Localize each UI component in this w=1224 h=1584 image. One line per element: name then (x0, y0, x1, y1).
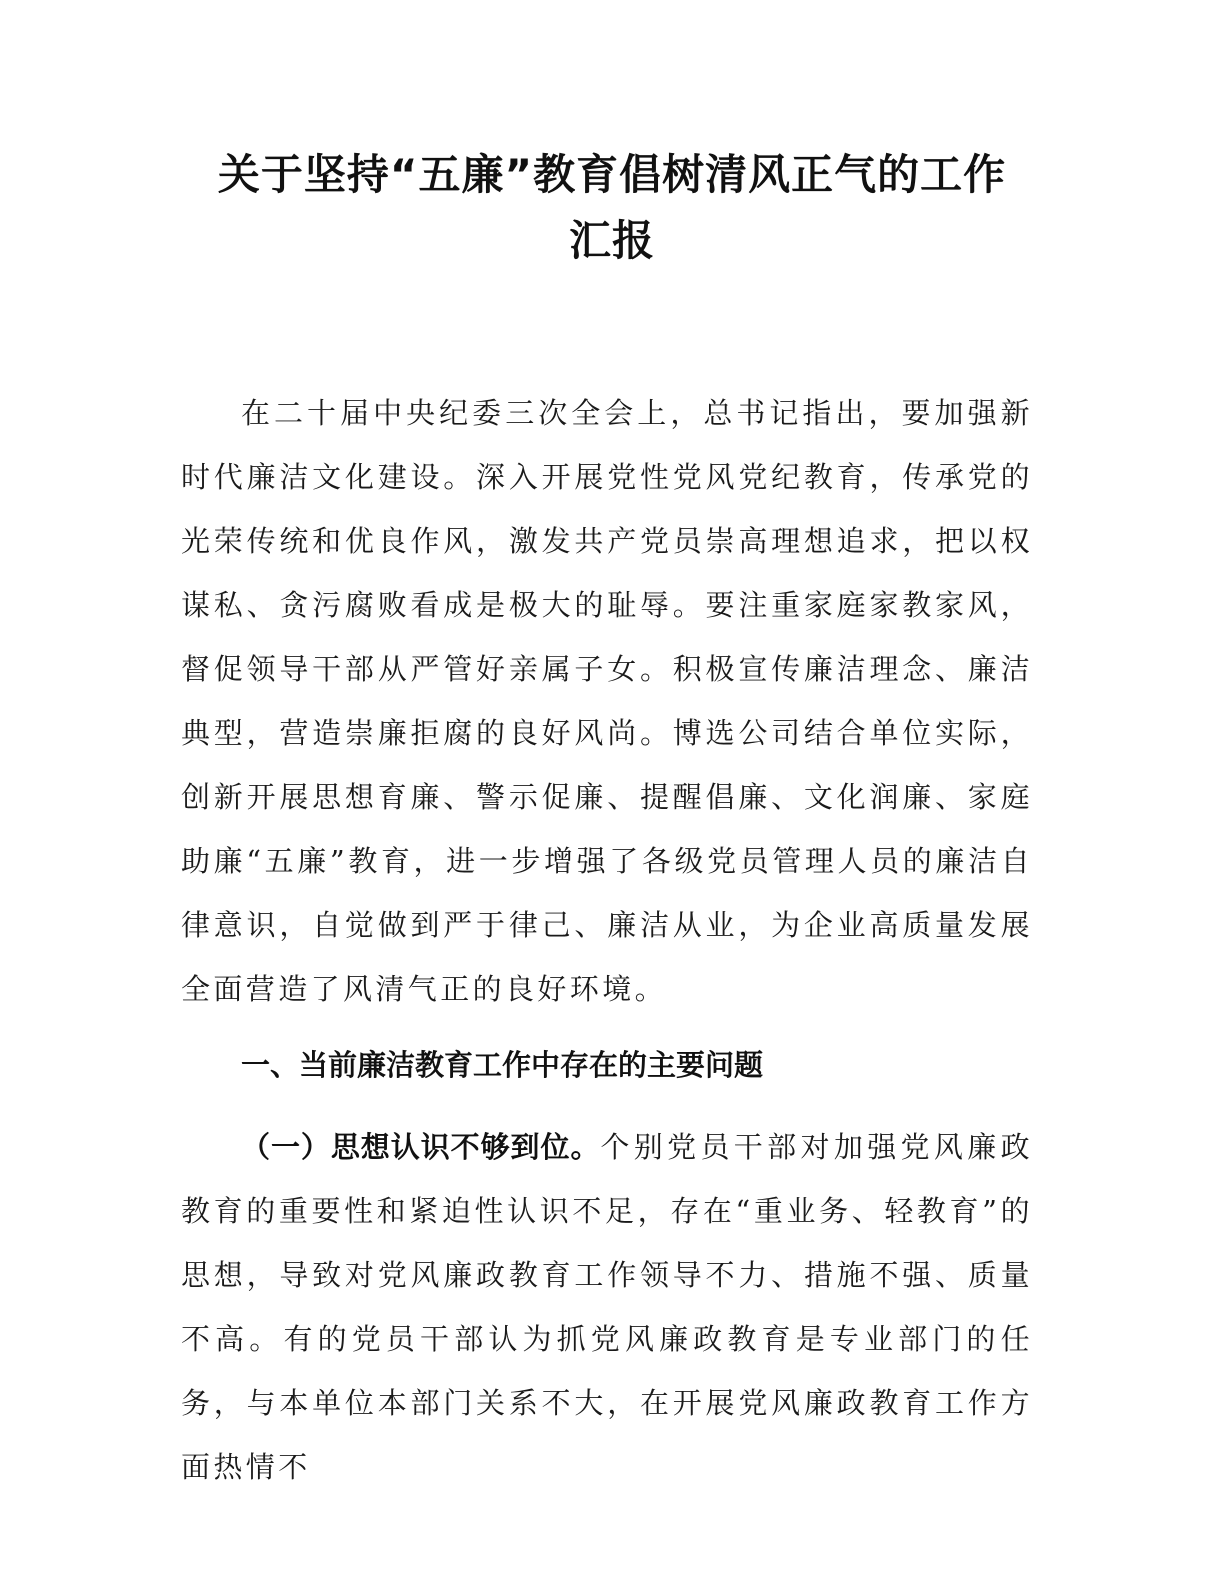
document-title (150, 142, 1074, 274)
title-line-2: 汇报 (568, 216, 655, 265)
intro-paragraph: 在二十届中央纪委三次全会上，总书记指出，要加强新时代廉洁文化建设。深入开展党性党风党纪教育，传承党的光荣传统和优良作风，激发共产党员崇高理想追求，把以权谋私、贪污腐败看成是极大的耻辱。要注重家庭家教家风，督促领导干部从严管好亲属子女。积极宣传廉洁理念、廉洁典型，营造崇廉拒腐的良好风尚。博选公司结合单位实际，创新开展思想育廉、警示促廉、提醒倡廉、文化润廉、家庭助廉“五廉”教育，进一步增强了各级党员管理人员的廉洁自律意识，自觉做到严于律己、廉洁从业，为企业高质量发展全面营造了风清气正的良好环境。 (181, 396, 1033, 1006)
subsection-paragraph (181, 1115, 1033, 1499)
subsection-text: 个别党员干部对加强党风廉政教育的重要性和紧迫性认识不足，存在“重业务、轻教育”的思想，导致对党风廉政教育工作领导不力、措施不强、质量不高。有的党员干部认为抓党风廉政教育是专业部门的任务，与本单位本部门关系不大，在开展党风廉政教育工作方面热情不 (181, 1130, 1033, 1484)
subsection-lead: （一）思想认识不够到位。 (241, 1130, 601, 1164)
intro-section (181, 381, 1033, 1021)
title-line-1: 关于坚持“五廉”教育倡树清风正气的工作 (217, 150, 1007, 199)
subsection-1 (181, 1115, 1033, 1499)
section-heading: 一、当前廉洁教育工作中存在的主要问题 (241, 1048, 764, 1082)
